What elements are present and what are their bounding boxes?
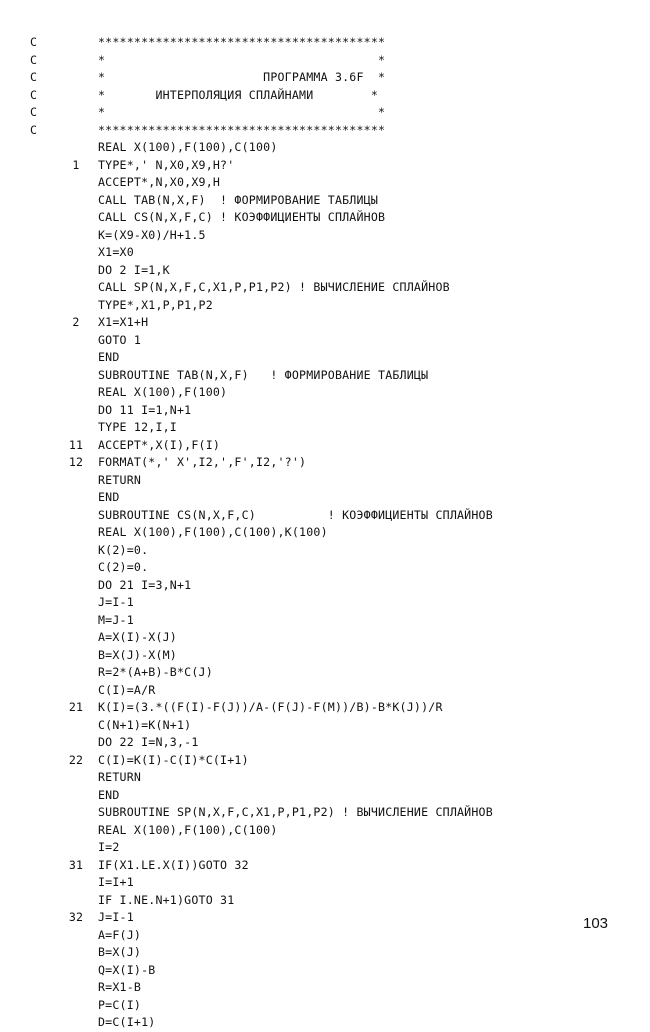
statement-text: END (98, 787, 120, 802)
statement-text: C(N+1)=K(N+1) (98, 717, 192, 732)
code-line (30, 664, 493, 682)
statement-text: ACCEPT*,N,X0,X9,H (98, 175, 221, 189)
code-line (30, 314, 493, 332)
statement-text: END (98, 350, 120, 364)
statement-label (54, 962, 98, 980)
code-line (30, 594, 493, 612)
code-line (30, 962, 493, 980)
code-line (30, 717, 493, 735)
statement-text: CALL SP(N,X,F,C,X1,P,P1,P2) ! ВЫЧИСЛЕНИЕ СПЛАЙНОВ (98, 280, 450, 294)
code-line (30, 839, 493, 857)
code-line (30, 227, 493, 245)
page-number: 103 (583, 915, 609, 932)
statement-text: SUBROUTINE CS(N,X,F,C) ! КОЭФФИЦИЕНТЫ СПЛАЙНОВ (98, 507, 493, 522)
code-line (30, 997, 493, 1015)
statement-text: DO 22 I=N,3,-1 (98, 735, 199, 749)
statement-label (54, 822, 98, 840)
statement-text: * ИНТЕРПОЛЯЦИЯ СПЛАЙНАМИ * (98, 87, 379, 102)
comment-marker (30, 262, 54, 280)
comment-marker (30, 594, 54, 612)
comment-marker (30, 139, 54, 157)
statement-label (54, 489, 98, 507)
statement-label (54, 384, 98, 402)
statement-label (54, 664, 98, 682)
statement-text: C(I)=A/R (98, 682, 156, 697)
comment-marker (30, 209, 54, 227)
statement-label (54, 682, 98, 700)
comment-marker (30, 507, 54, 525)
code-line (30, 192, 493, 210)
comment-marker (30, 804, 54, 822)
statement-label (54, 804, 98, 822)
comment-marker: C (30, 52, 38, 67)
comment-marker (30, 437, 54, 455)
code-line (30, 209, 493, 227)
comment-marker (30, 787, 54, 805)
statement-text: TYPE 12,I,I (98, 420, 177, 434)
code-line (30, 279, 493, 297)
comment-marker (30, 297, 54, 315)
statement-text: B=X(J)-X(M) (98, 647, 177, 662)
comment-marker (30, 892, 54, 910)
statement-label (54, 577, 98, 595)
statement-label (54, 612, 98, 630)
statement-text: TYPE*,' N,X0,X9,H?' (98, 157, 235, 172)
code-line (30, 734, 493, 752)
code-line (30, 472, 493, 490)
code-line (30, 874, 493, 892)
statement-label (54, 262, 98, 280)
code-line (30, 332, 493, 350)
statement-label (54, 104, 98, 122)
statement-text: REAL X(100),F(100) (98, 385, 228, 399)
statement-label (54, 192, 98, 210)
comment-marker (30, 664, 54, 682)
code-line (30, 542, 493, 560)
code-line (30, 909, 493, 927)
statement-label (54, 944, 98, 962)
statement-label (54, 717, 98, 735)
statement-label (54, 892, 98, 910)
statement-text: * * (98, 52, 386, 67)
statement-label (54, 1014, 98, 1032)
statement-text: GOTO 1 (98, 332, 142, 347)
statement-text: X1=X1+H (98, 315, 149, 329)
code-line (30, 402, 493, 420)
statement-label (54, 839, 98, 857)
code-line (30, 752, 493, 770)
code-line (30, 857, 493, 875)
statement-text: **************************************** (98, 35, 386, 49)
statement-text: CALL CS(N,X,F,C) ! КОЭФФИЦИЕНТЫ СПЛАЙНОВ (98, 210, 386, 224)
statement-label: 21 (68, 700, 84, 714)
code-line (30, 647, 493, 665)
statement-text: X1=X0 (98, 245, 134, 259)
statement-text: K(2)=0. (98, 542, 149, 557)
statement-label (54, 402, 98, 420)
comment-marker (30, 752, 54, 770)
comment-marker (30, 489, 54, 507)
statement-text: RETURN (98, 472, 142, 487)
code-line (30, 577, 493, 595)
statement-text: * ПРОГРАММА 3.6F * (98, 70, 386, 84)
comment-marker (30, 384, 54, 402)
comment-marker (30, 857, 54, 875)
comment-marker (30, 314, 54, 332)
comment-marker (30, 909, 54, 927)
comment-marker (30, 227, 54, 245)
comment-marker (30, 157, 54, 175)
comment-marker: C (30, 35, 38, 49)
statement-text: I=I+1 (98, 875, 134, 889)
code-line (30, 104, 493, 122)
statement-label: 2 (72, 315, 80, 329)
statement-text: DO 11 I=1,N+1 (98, 402, 192, 417)
code-line (30, 69, 493, 87)
statement-text: J=I-1 (98, 910, 134, 924)
comment-marker (30, 647, 54, 665)
code-line (30, 437, 493, 455)
statement-label (54, 174, 98, 192)
statement-label (54, 542, 98, 560)
code-line (30, 367, 493, 385)
comment-marker (30, 332, 54, 350)
comment-marker: C (30, 70, 38, 84)
statement-text: END (98, 490, 120, 504)
comment-marker: C (30, 105, 38, 119)
comment-marker (30, 279, 54, 297)
statement-text: TYPE*,X1,P,P1,P2 (98, 297, 213, 312)
comment-marker (30, 699, 54, 717)
statement-label (54, 559, 98, 577)
statement-label: 12 (68, 455, 84, 469)
code-line (30, 979, 493, 997)
statement-label (54, 279, 98, 297)
comment-marker (30, 559, 54, 577)
code-line (30, 244, 493, 262)
code-line (30, 174, 493, 192)
statement-label (54, 787, 98, 805)
statement-label (54, 734, 98, 752)
statement-label (54, 52, 98, 70)
statement-label (54, 367, 98, 385)
statement-text: REAL X(100),F(100),C(100) (98, 822, 278, 837)
statement-label (54, 297, 98, 315)
code-line (30, 87, 493, 105)
code-line (30, 927, 493, 945)
comment-marker (30, 419, 54, 437)
code-line (30, 699, 493, 717)
comment-marker (30, 734, 54, 752)
statement-text: FORMAT(*,' X',I2,',F',I2,'?') (98, 455, 307, 469)
code-line (30, 629, 493, 647)
comment-marker (30, 192, 54, 210)
code-listing (30, 34, 493, 1032)
code-line (30, 139, 493, 157)
code-line (30, 1014, 493, 1032)
code-line (30, 419, 493, 437)
statement-label (54, 594, 98, 612)
comment-marker (30, 927, 54, 945)
comment-marker: C (30, 87, 38, 102)
comment-marker (30, 769, 54, 787)
statement-text: A=F(J) (98, 927, 142, 942)
code-line (30, 384, 493, 402)
statement-label (54, 122, 98, 140)
statement-label (54, 34, 98, 52)
comment-marker (30, 542, 54, 560)
statement-text: ACCEPT*,X(I),F(I) (98, 437, 221, 452)
code-line (30, 507, 493, 525)
comment-marker (30, 454, 54, 472)
statement-text: R=X1-B (98, 980, 142, 994)
code-line (30, 787, 493, 805)
code-line (30, 349, 493, 367)
statement-label (54, 997, 98, 1015)
statement-text: K=(X9-X0)/H+1.5 (98, 227, 206, 242)
code-line (30, 524, 493, 542)
comment-marker (30, 717, 54, 735)
statement-text: DO 2 I=1,K (98, 262, 170, 277)
statement-text: DO 21 I=3,N+1 (98, 577, 192, 592)
comment-marker (30, 349, 54, 367)
comment-marker (30, 174, 54, 192)
code-line (30, 489, 493, 507)
comment-marker (30, 524, 54, 542)
code-line (30, 454, 493, 472)
comment-marker (30, 577, 54, 595)
statement-label (54, 769, 98, 787)
statement-text: B=X(J) (98, 945, 142, 959)
statement-label (54, 927, 98, 945)
statement-text: SUBROUTINE SP(N,X,F,C,X1,P,P1,P2) ! ВЫЧИСЛЕНИЕ СПЛАЙНОВ (98, 805, 493, 819)
code-line (30, 804, 493, 822)
statement-text: **************************************** (98, 122, 386, 137)
statement-label: 32 (68, 910, 84, 924)
statement-text: D=C(I+1) (98, 1015, 156, 1029)
code-line (30, 892, 493, 910)
statement-label: 22 (68, 752, 84, 767)
comment-marker (30, 962, 54, 980)
code-line (30, 157, 493, 175)
comment-marker (30, 629, 54, 647)
statement-label (54, 647, 98, 665)
code-line (30, 122, 493, 140)
statement-text: A=X(I)-X(J) (98, 630, 177, 644)
code-line (30, 944, 493, 962)
comment-marker (30, 244, 54, 262)
statement-label (54, 69, 98, 87)
statement-label (54, 209, 98, 227)
comment-marker (30, 839, 54, 857)
statement-label (54, 979, 98, 997)
statement-label: 11 (68, 437, 84, 452)
code-line (30, 559, 493, 577)
statement-text: J=I-1 (98, 595, 134, 609)
statement-text: K(I)=(3.*((F(I)-F(J))/A-(F(J)-F(M))/B)-B*K(J))/R (98, 700, 443, 714)
statement-text: IF I.NE.N+1)GOTO 31 (98, 892, 235, 907)
code-line (30, 34, 493, 52)
statement-label (54, 629, 98, 647)
statement-label (54, 349, 98, 367)
statement-label (54, 227, 98, 245)
comment-marker (30, 612, 54, 630)
statement-text: IF(X1.LE.X(I))GOTO 32 (98, 857, 249, 872)
statement-text: P=C(I) (98, 997, 142, 1012)
statement-label: 31 (68, 857, 84, 872)
statement-label (54, 419, 98, 437)
code-line (30, 52, 493, 70)
code-line (30, 769, 493, 787)
statement-text: REAL X(100),F(100),C(100) (98, 140, 278, 154)
statement-label (54, 524, 98, 542)
statement-text: R=2*(A+B)-B*C(J) (98, 665, 213, 679)
code-line (30, 822, 493, 840)
statement-label (54, 332, 98, 350)
statement-text: CALL TAB(N,X,F) ! ФОРМИРОВАНИЕ ТАБЛИЦЫ (98, 192, 379, 207)
statement-text: RETURN (98, 770, 142, 784)
statement-text: SUBROUTINE TAB(N,X,F) ! ФОРМИРОВАНИЕ ТАБЛИЦЫ (98, 367, 429, 382)
statement-text: C(2)=0. (98, 560, 149, 574)
statement-text: I=2 (98, 840, 120, 854)
statement-label (54, 244, 98, 262)
statement-label (54, 139, 98, 157)
comment-marker (30, 874, 54, 892)
code-line (30, 262, 493, 280)
statement-label (54, 87, 98, 105)
statement-label: 1 (72, 157, 80, 172)
statement-label (54, 874, 98, 892)
comment-marker (30, 367, 54, 385)
comment-marker (30, 944, 54, 962)
comment-marker (30, 822, 54, 840)
comment-marker (30, 997, 54, 1015)
code-line (30, 612, 493, 630)
comment-marker (30, 682, 54, 700)
code-line (30, 297, 493, 315)
comment-marker (30, 402, 54, 420)
statement-text: * * (98, 105, 386, 119)
comment-marker: C (30, 122, 38, 137)
comment-marker (30, 979, 54, 997)
statement-text: M=J-1 (98, 612, 134, 627)
statement-label (54, 472, 98, 490)
comment-marker (30, 1014, 54, 1032)
statement-text: Q=X(I)-B (98, 962, 156, 977)
statement-label (54, 507, 98, 525)
statement-text: C(I)=K(I)-C(I)*C(I+1) (98, 752, 249, 767)
statement-text: REAL X(100),F(100),C(100),K(100) (98, 525, 328, 539)
comment-marker (30, 472, 54, 490)
code-line (30, 682, 493, 700)
